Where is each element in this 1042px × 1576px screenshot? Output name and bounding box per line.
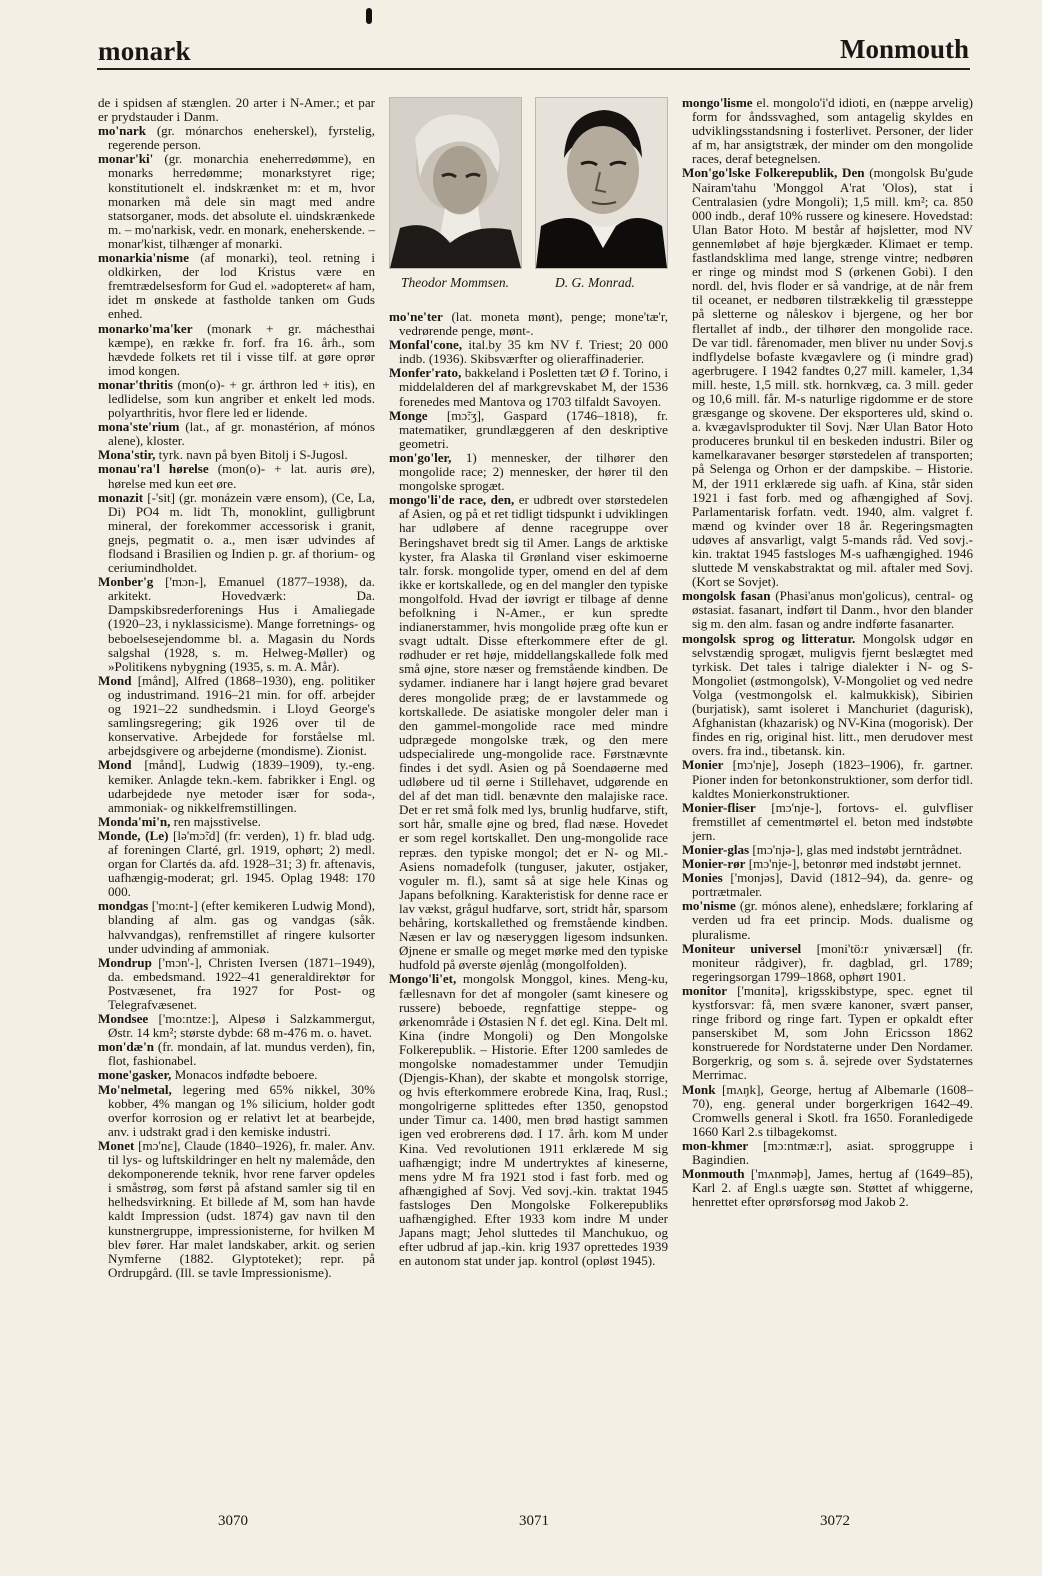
entry-headword: Monies xyxy=(682,870,723,886)
dictionary-entry xyxy=(389,366,668,408)
entry-headword: mona'ste'rium xyxy=(98,419,180,435)
entry-text: [moni'tö:r yniværsæl] (fr. moniteur rådgiver), fr. dagblad, grl. 1789; regeringsorgan 1799–1868, ophørt 1901. xyxy=(692,940,973,984)
dictionary-entry xyxy=(98,815,375,829)
entry-text: tyrk. navn på byen Bitolj i S-Jugosl. xyxy=(155,447,348,463)
dictionary-entry xyxy=(682,899,973,941)
dictionary-entry xyxy=(98,378,375,420)
entry-text: (lat., af gr. monastérion, af mónos alene), kloster. xyxy=(108,419,375,449)
entry-headword: Monber'g xyxy=(98,574,154,590)
dictionary-entry xyxy=(389,338,668,366)
dictionary-entry xyxy=(98,758,375,814)
entry-text: ['mo:ntze:], Alpesø i Salzkammergut, Østr. 14 km²; største dybde: 68 m-476 m. o. havet. xyxy=(108,1011,375,1041)
entry-text: (monark + gr. máchesthai kæmpe), en række fr. forf. fra 16. årh., som hævdede folkets ret til i visse tilf. at gøre oprør imod kongen. xyxy=(108,320,375,378)
entry-text: [mɔ:ntmæ:r], asiat. sproggruppe i Bagindien. xyxy=(692,1137,973,1168)
entry-headword: Monier-glas xyxy=(682,841,750,857)
entry-headword: mo'ne'ter xyxy=(389,309,443,324)
page-number-left: 3070 xyxy=(218,1513,248,1529)
entry-headword: Monde, (Le) xyxy=(98,827,169,843)
dictionary-entry xyxy=(98,448,375,462)
entry-headword: Monet xyxy=(98,1137,135,1153)
entry-headword: mon'dæ'n xyxy=(98,1039,155,1055)
entry-text: (fr. mondain, af lat. mundus verden), fin, flot, fashionabel. xyxy=(108,1039,375,1069)
entry-headword: mongolsk sprog og litteratur. xyxy=(682,630,856,646)
entry-headword: Mo'nelmetal, xyxy=(98,1081,172,1097)
entry-text: ['mɑnitə], krigsskibstype, spec. egnet til kystforsvar: få, men svære kanoner, svært panser, ringe fribord og ringe fart. Typen er opkaldt efter panserskibet M, som John Ericsson 1862 konstruerede for Nordstaterne under Den Nordamer. Borgerkrig, og som s. å. sejrede over Sydstaternes Merrimac. xyxy=(692,982,973,1083)
dictionary-entry xyxy=(682,1083,973,1139)
entry-text: 1) mennesker, der tilhører den mongolide race; 2) mennesker, der hører til den mongolske sprogæt. xyxy=(399,449,668,494)
dictionary-entry xyxy=(682,984,973,1083)
entry-headword: mon'go'ler, xyxy=(389,449,452,465)
entry-text: ['mɔn-], Emanuel (1877–1938), da. arkitekt. Hovedværk: Da. Dampskibsrederforenings Hus i Amaliegade (1920–23, i nyklassicisme). Mange forretnings- og beboelsesejendomme bl. a. Magasin du Nords salgshal (1928, s. m. Helweg-Møller) og »Politikens nybygning (1935, s. m. A. Mår). xyxy=(108,574,375,674)
column-middle xyxy=(389,310,668,1268)
entry-headword: Monge xyxy=(389,407,428,423)
dictionary-entry xyxy=(389,451,668,493)
dictionary-entry xyxy=(98,1012,375,1040)
entry-text: [mɔ'nje-], fortovs- el. gulvfliser fremstillet af cementmørtel el. beton med indstøbte jern. xyxy=(692,799,973,843)
dictionary-entry xyxy=(682,942,973,984)
entry-headword: Monier-rør xyxy=(682,856,746,872)
entry-headword: Monfal'cone, xyxy=(389,337,463,353)
entry-headword: Mond xyxy=(98,757,132,773)
entry-text: [mɔ̃:ʒ], Gaspard (1746–1818), fr. matematiker, grundlæggeren af den deskriptive geometri. xyxy=(399,407,668,451)
running-head-right: Monmouth xyxy=(839,34,969,64)
entry-text: ital.by 35 km NV f. Triest; 20 000 indb. (1936). Skibsværfter og olieraffinaderier. xyxy=(399,337,668,367)
dictionary-entry xyxy=(98,575,375,674)
dictionary-entry xyxy=(389,493,668,972)
dictionary-entry xyxy=(98,1083,375,1139)
dictionary-entry xyxy=(682,1167,973,1209)
dictionary-entry xyxy=(389,310,668,338)
caption-mommsen: Theodor Mommsen. xyxy=(401,275,509,290)
dictionary-entry xyxy=(98,124,375,152)
entry-text: bakkeland i Posletten tæt Ø f. Torino, i middelalderen del af markgrevskabet M, der 1536 forenedes med Mantova og 1703 tilfaldt Savoyen. xyxy=(399,365,668,409)
entry-text: (mon(o)- + lat. auris øre), hørelse med kun eet øre. xyxy=(108,461,376,491)
entry-headword: mongolsk fasan xyxy=(682,588,771,604)
entry-headword: monar'thritis xyxy=(98,376,173,392)
entry-text: (gr. monarchia eneherredømme), en monarks herredømme; monarkstyret rige; konstitutionelt el. indskrænket m: et m, hvor monarken må dele sin magt med andre statsorganer, mods. det absolute el. uindskrænkede m. – mo'narkisk, vedr. en monark, eneherskende. – monar'kist, tilhænger af monarki. xyxy=(108,151,375,251)
entry-headword: Mond xyxy=(98,672,132,688)
dictionary-entry xyxy=(682,801,973,843)
entry-text: [månd], Alfred (1868–1930), eng. politiker og industrimand. 1916–21 min. for off. arbejder og 1921–22 sundhedsmin. i Lloyd George's samlingsregering; gik 1926 over til de konservative. Arbejdede for forståelse ml. arbejdsgivere og arbejderne (mondisme). Zionist. xyxy=(108,672,375,759)
entry-text: Mongolsk udgør en selvstændig sprogæt, muligvis fjernt beslægtet med tyrkisk. Det tales i talrige dialekter i N- og S-Mongoliet (østmongolsk), V-Mongoliet og ved nedre Volga (vestmongolsk el. kalmukkisk), Sibirien (burjatisk), samt isoleret i Manchuriet (dagurisk), Afghanistan (khazarisk) og NV-Kina (mogorisk). Der findes en rig, original hist. litt., men derudover mest overs. fra ind., tibetansk. kin. xyxy=(692,630,973,759)
dictionary-entry xyxy=(682,632,973,759)
running-head-left: monark xyxy=(98,36,191,66)
column-right xyxy=(682,96,973,1209)
dictionary-entry xyxy=(389,409,668,451)
dictionary-entry xyxy=(682,871,973,899)
dictionary-entry xyxy=(98,462,375,490)
dictionary-entry xyxy=(98,322,375,378)
entry-headword: Monier-fliser xyxy=(682,799,756,815)
entry-headword: mongo'li'de race, den, xyxy=(389,492,515,508)
portrait-mommsen xyxy=(389,97,522,269)
portrait-figure xyxy=(389,97,668,295)
entry-text: Monacos indfødte beboere. xyxy=(171,1067,318,1083)
entry-headword: Mondsee xyxy=(98,1011,149,1027)
entry-text: (lat. moneta mønt), penge; mone'tæ'r, vedrørende penge, mønt-. xyxy=(399,309,668,339)
dictionary-entry xyxy=(389,972,668,1268)
dictionary-entry xyxy=(98,96,375,124)
caption-monrad: D. G. Monrad. xyxy=(555,275,635,290)
dictionary-entry xyxy=(682,1139,973,1167)
dictionary-entry xyxy=(98,829,375,899)
entry-text: (af monarki), teol. retning i oldkirken, der lod Kristus være en fremtrædelsesform for Gud el. »adopteret« af ham, idet m ønskede at fastholde tanken om Guds enhed. xyxy=(108,250,375,322)
entry-headword: Monfer'rato, xyxy=(389,365,462,381)
dictionary-entry xyxy=(98,956,375,1012)
dictionary-entry xyxy=(682,96,973,166)
entry-headword: Monmouth xyxy=(682,1166,745,1182)
entry-headword: mo'nark xyxy=(98,123,147,139)
entry-headword: monau'ra'l hørelse xyxy=(98,461,209,477)
entry-text: ['mo:nt-] (efter kemikeren Ludwig Mond), blanding af alm. gas og vandgas (såk. halvvandgas), renfremstillet af ringere kulsorter under udvinding af ammoniak. xyxy=(108,898,375,956)
entry-headword: monitor xyxy=(682,982,728,998)
entry-text: ['mɔn'-], Christen Iversen (1871–1949), da. embedsmand. 1922–41 generaldirektør for Postvæsenet, fra 1927 for Post- og Telegrafvæsenet. xyxy=(108,954,375,1012)
column-left xyxy=(98,96,375,1280)
dictionary-entry xyxy=(98,899,375,955)
entry-headword: monar'ki' xyxy=(98,151,154,167)
entry-headword: mo'nisme xyxy=(682,898,736,914)
entry-headword: Mon'go'lske Folkerepublik, Den xyxy=(682,165,865,181)
entry-headword: mone'gasker, xyxy=(98,1067,172,1083)
entry-headword: Moniteur universel xyxy=(682,940,802,956)
entry-text: [mɔ'njə-], glas med indstøbt jerntrådnet. xyxy=(749,841,963,857)
entry-text: (gr. mónarchos eneherskel), fyrstelig, regerende person. xyxy=(108,123,375,153)
entry-text: (mongolsk Bu'gude Nairam'tahu 'Monggol A'rat 'Olos), stat i Centralasien (ydre Mongoli); 1,5 mill. km²; ca. 850 000 indb., deraf 10% russere og kinesere. Hovedstad: Ulan Bator Hoto. M består af højsletter, mod NV gennemløbet af høje bjergkæder. Klimaet er temp. fastlandsklima med lange, strenge vintre; nedbøren er ringe og mindst mod S (ørkenen Gobi). I den nordl. del, hvis floder er så vandrige, at de når frem til oceanet, er nedbøren tilstrækkelig til græssteppe på sletterne og nåleskov i bjergene, og her bor flertallet af indb., der tilhører den mongolide race. De var tidl. fårenomader, men bliver nu under Sovj.s indflydelse bofaste kvægavlere og (i mindre grad) agerbrugere. I 1942 fandtes 0,27 mill. kameler, 1,34 mill. heste, 1,5 mill. stk. hornkvæg, ca. 3 mill. geder og 10,6 mill. får. M-s naturlige rigdomme er de store græsgange og skovene. Der eksporteres uld, skind o. a. kvægavlsprodukter til Sovj. Nær Ulan Bator Hoto produceres brunkul til en beskeden industri. Biler og kamelkaravaner besørger størstedelen af transporten; på Selenga og Orhon er der dampskibe. – Historie. M, der 1911 erklærede sig uafh. af Kina, står siden 1921 i fast forb. med og afhængighed af Sovj. Parlamentarisk forfatn. vedt. 1940, alm. valgret f. mænd og kvinder over 18 år. Regeringsmagten udøves af ansvarligt, valgt 5-mands råd. Ved sovj.-kin. traktat 1945 fastsloges M-s uafhængighed. 1946 sluttede M venskabstraktat og mil. aftaler med Sovj. (Kort se Sovjet). xyxy=(692,165,974,590)
entry-text: (mon(o)- + gr. árthron led + itis), en ledlidelse, som kun angriber et enkelt led mods. polyarthritis, hvor flere led er lidende. xyxy=(108,376,375,421)
dictionary-entry xyxy=(98,491,375,576)
entry-headword: mongo'lisme xyxy=(682,95,753,110)
dictionary-entry xyxy=(682,843,973,857)
entry-text: [mɔ'nje], Joseph (1823–1906), fr. gartner. Pioner inden for betonkonstruktioner, som derfor tidl. kaldtes Monierkonstruktioner. xyxy=(692,757,973,801)
dictionary-entry xyxy=(98,251,375,321)
entry-text: [månd], Ludwig (1839–1909), ty.-eng. kemiker. Anlagde tekn.-kem. fabrikker i Engl. og udarbejdede nye metoder især for soda-, ammoniak- og nikkelfremstillingen. xyxy=(108,757,375,815)
dictionary-entry xyxy=(682,166,973,589)
entry-headword: Mona'stir, xyxy=(98,447,156,463)
dictionary-entry xyxy=(98,1040,375,1068)
entry-headword: monarkia'nisme xyxy=(98,250,189,266)
dictionary-entry xyxy=(98,420,375,448)
entry-text: ['monjəs], David (1812–94), da. genre- og portrætmaler. xyxy=(692,870,973,900)
page-marker xyxy=(366,8,372,24)
entry-headword: Monier xyxy=(682,757,724,773)
entry-text: ren majsstivelse. xyxy=(170,813,261,829)
dictionary-entry xyxy=(682,589,973,631)
entry-text: er udbredt over størstedelen af Asien, og på et ret tidligt tidspunkt i udviklingen har udløbere af denne racegruppe over Beringshavet bredt sig til Amer. Langs de arktiske kyster, fra Alaska til Grønland viser eskimoerne talr. forsk. mongolide typer, omend en del af dem ikke er kortskallede, og en del mangler den typiske mongolfold. Hvad der iøvrigt er tilbage af denne befolkning i N-Amer., er kun spredte indianerstammer, hvis mongolide præg ofte kun er svagt udtalt. Disse efterkommere efter de gl. rødhuder er ret høje, middellangskallede folk med små øjne, store næser og fremstående kindben. De sydamer. indianere har i langt højere grad bevaret deres mongolide præg; de er lavstammede og kortskallede. De asiatiske mongoler deler man i den gammel-mongolide race med mindre udprægede mongolske træk, og den mere udspecialirede ung-mongolide race. Førstnævnte findes i det sydl. Asien og på Soendaøerne med udløbere ud til øerne i Stillehavet, udgørende en del af det man tidl. benævnte den malajiske race. Det er ret små folk med lys, brunlig hudfarve, stift, sort hår, smalle øjne og bred, flad næse. Hovedet er som regel kortskallet. Den ung-mongolide race repræs. den typiske mongol; det er N- og Ml.-Asiens nomadefolk (tunguser, jakuter, ostjaker, voguler m. fl.), samt så at sige hele Kinas og Japans befolkning. Karakteristisk for denne race er lav vækst, grågul hudfarve, sort, stridt hår, sparsom behåring, kortskallethed og fremstående kindben. Næsen er lav og næseryggen ligesom indsunken. Øjnene er smalle og meget mørke med den typiske hudfold på øverste øjenlåg (mongolfolden). xyxy=(399,492,668,973)
entry-text: [-'sit] (gr. monázein være ensom), (Ce, La, Di) PO4 m. lidt Th, monoklint, gulligbrunt mineral, der forekommer accessorisk i granit, gnejs, pegmatit o. a., men især udvindes af flodsand i Brasilien og Indien p. gr. af thorium- og ceriumindholdet. xyxy=(108,489,375,576)
entry-text: ['mʌnməþ], James, hertug af (1649–85), Karl 2. af Engl.s uægte søn. Støttet af whiggerne, henrettet efter oprørsforsøg mod Jakob 2. xyxy=(692,1166,973,1210)
dictionary-entry xyxy=(98,674,375,759)
entry-headword: mondgas xyxy=(98,898,149,914)
entry-text: (gr. mónos alene), enhedslære; forklaring af verden ud fra eet princip. Mods. dualisme og pluralisme. xyxy=(692,898,973,942)
entry-headword: Mondrup xyxy=(98,954,152,970)
entry-text: mongolsk Monggol, kines. Meng-ku, fællesnavn for det af mongoler (samt kinesere og russere) beboede, regnfattige steppe- og ørkenområde i Østasien N f. det egl. Kina. Delt ml. Kina (indre Mongoli) og Den Mongolske Folkerepublik. – Historie. Efter 1200 samledes de mongolske nomadestammer under Temudjin (Djengis-Khan), der skabte et mongolsk storrige, og hvis efterkommere erobrede Kina, Iraq, Rusl.; mongolrigerne splittedes efter 1350, genopstod under Timur ca. 1400, men brød hastigt sammen igen ved erobrerens død. I 17. årh. kom M under Kina. Ved revolutionen 1911 erklærede M sig uafhængigt; indre M undertryktes af kineserne, mens ydre M fra 1921 stod i fast forb. med og afhængighed af Sovj. Ved sovj.-kin. traktat 1945 fastsloges Den Mongolske Folkerepubliks uafhængighed. Efter 1933 kom indre M under Japans magt; Jehol sluttedes til Manchukuo, og efter udbrud af jap.-kin. krig 1937 oprettedes 1939 en autonom stat under jap. kontrol (opløst 1945). xyxy=(399,971,668,1269)
entry-text: de i spidsen af stænglen. 20 arter i N-Amer.; et par er prydstauder i Danm. xyxy=(98,95,375,125)
dictionary-entry xyxy=(682,857,973,871)
entry-headword: mon-khmer xyxy=(682,1137,749,1153)
dictionary-entry xyxy=(98,1139,375,1280)
entry-text: [lə'mɔ̃:d] (fr: verden), 1) fr. blad udg. af foreningen Clarté, grl. 1919, ophørt; 2) medl. organ for Clartés da. afd. 1928–31; 3) fr. aftenavis, uafhængig-moderat; grl. 1945. Oplag 1948: 170 000. xyxy=(108,827,375,900)
entry-headword: monarko'ma'ker xyxy=(98,320,193,336)
dictionary-entry xyxy=(98,1068,375,1082)
entry-text: el. mongolo'i'd idioti, en (næppe arvelig) form for åndssvaghed, som antagelig skyldes en udviklingsstandsning i fosterlivet. Personer, der lider af m, har ansigtstræk, der minder om den mongolide races, deraf betegnelsen. xyxy=(692,95,973,167)
dictionary-entry xyxy=(682,758,973,800)
entry-text: [mɔ'nɛ], Claude (1840–1926), fr. maler. Anv. til lys- og luftskildringer en helt ny malemåde, den dekomponerende teknik, hvor rene farver opdeles i småstrøg, som først på afstand samler sig til en helhedsvirkning. Et billede af M, som han havde kaldt Impression (udst. 1874) gav navn til den kunstnergruppe, impressionisterne, for hvilken M blev fører. Har malet landskaber, arkit. og serien Nymferne (1882. Glyptoteket); repr. på Ordrupgård. (Ill. se tavle Impressionisme). xyxy=(108,1137,375,1280)
portrait-monrad xyxy=(535,97,668,269)
page-number-middle: 3071 xyxy=(519,1513,549,1529)
entry-headword: Monda'mi'n, xyxy=(98,813,171,829)
header-rule xyxy=(97,68,970,70)
entry-headword: Mongo'li'et, xyxy=(389,971,457,987)
dictionary-entry xyxy=(98,152,375,251)
entry-headword: monazit xyxy=(98,489,144,505)
page-number-right: 3072 xyxy=(820,1513,850,1529)
entry-text: (Phasi'anus mon'golicus), central- og østasiat. fasanart, indført til Danm., hvor den blander sig m. den alm. fasan og andre indførte fasanarter. xyxy=(692,588,974,632)
entry-text: [mɔ'nje-], betonrør med indstøbt jernnet. xyxy=(745,856,962,872)
entry-text: [mʌŋk], George, hertug af Albemarle (1608–70), eng. general under borgerkrigen 1642–49. Cromwells general i Skotl. fra 1650. Foranledigede 1660 Karl 2.s tilbagekomst. xyxy=(692,1081,973,1139)
entry-text: legering med 65% nikkel, 30% kobber, 4% mangan og 1% silicium, holder godt overfor korrosion og er relativt let at bearbejde, anv. i udstrakt grad i den kemiske industri. xyxy=(108,1081,375,1139)
entry-headword: Monk xyxy=(682,1081,716,1097)
